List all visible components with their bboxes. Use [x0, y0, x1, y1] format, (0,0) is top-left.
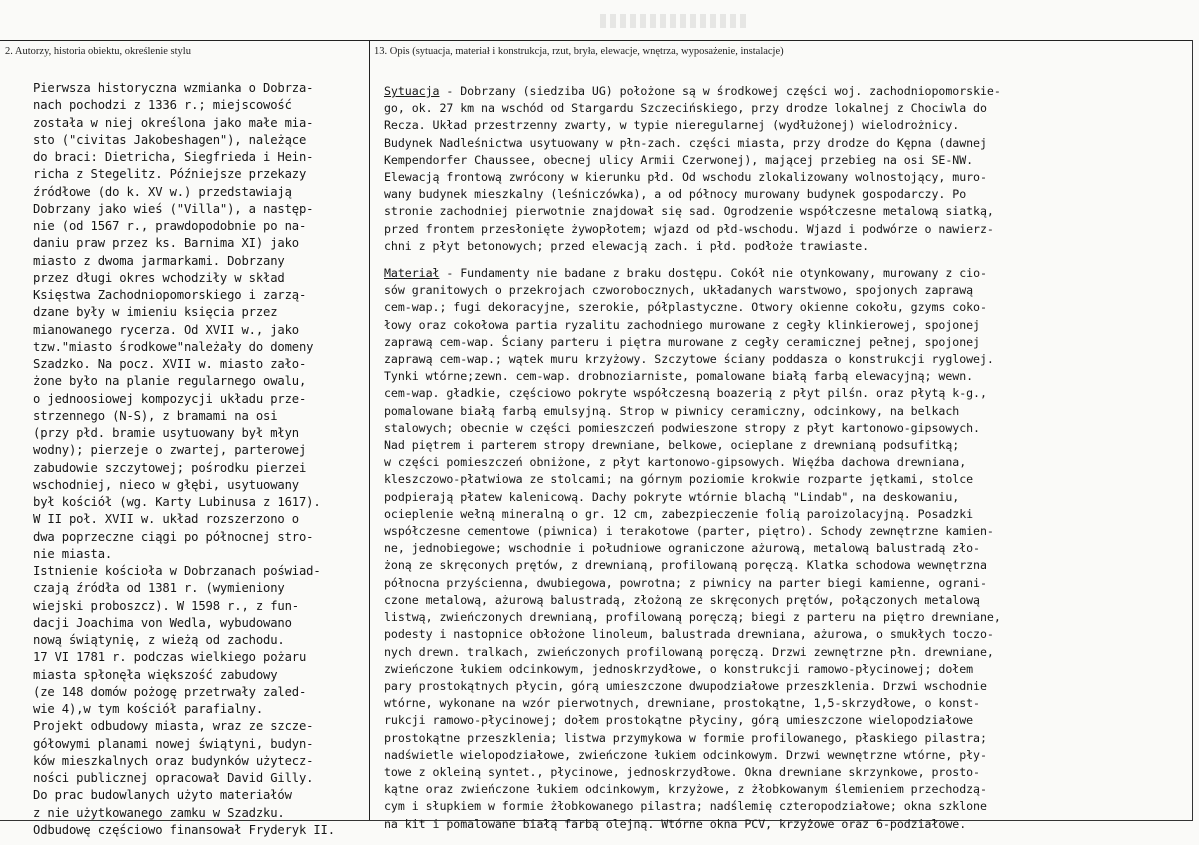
section-gap: [384, 255, 1190, 265]
history-line: ków mieszkalnych oraz budynków użytecz-: [33, 753, 314, 768]
material-line: [384, 265, 1190, 282]
material-line: nadświetle wielopodziałowe, zwieńczone łukiem odcinkowym. Drzwi wewnętrzne wtórne, pły-: [384, 747, 987, 762]
material-line: podesty i nastopnice obłożone linoleum, balustrada drewniana, ażurowa, o smukłych toczo-: [384, 627, 994, 642]
material-line: ocieplenie wełną mineralną o gr. 12 cm, zabezpieczenie folią paroizolacyjną. Posadzki: [384, 506, 974, 521]
material-line: cem-wap.; fugi dekoracyjne, szerokie, półplastyczne. Otwory okienne cokołu, gzyms coko-: [384, 300, 987, 315]
history-line: wie 4),w tym kościół parafialny.: [33, 702, 263, 716]
history-line: daniu praw przez ks. Barnima XI) jako: [33, 236, 299, 251]
material-line: pomalowane białą farbą emulsyjną. Strop w piwnicy ceramiczny, odcinkowy, na belkach: [384, 403, 960, 418]
history-line: wschodniej, nieco w głębi, usytuowany: [33, 477, 299, 492]
material-line: współczesne cementowe (piwnica) i terakotowe (parter, piętro). Schody zewnętrzne kamien-: [384, 524, 994, 539]
material-line: czone metalową, ażurową balustradą, złożoną ze skręconych prętów, połączonych metalową: [384, 592, 980, 607]
history-line: przez długi okres wchodziły w skład: [33, 270, 285, 285]
history-line: 17 VI 1781 r. podczas wielkiego pożaru: [33, 650, 307, 665]
history-line: był kościół (wg. Karty Lubinusa z 1617).: [33, 495, 321, 509]
material-line: kątne oraz zwieńczone łukiem odcinkowym, krzyżowe, z żłobkowanym ślemieniem przechodzą-: [384, 782, 987, 797]
history-line: Pierwsza historyczna wzmianka o Dobrza-: [33, 81, 314, 95]
situation-line: chni z płyt betonowych; przed elewacją zach. i płd. podłoże trawiaste.: [384, 238, 870, 253]
history-line: źródłowe (do k. XV w.) przedstawiają: [33, 184, 292, 199]
history-line: sto ("civitas Jakobeshagen"), należące: [33, 132, 307, 147]
history-line: do braci: Dietricha, Siegfrieda i Hein-: [33, 150, 314, 164]
situation-heading: Sytuacja: [384, 84, 440, 98]
history-line: żone było na planie regularnego owalu,: [33, 374, 307, 389]
material-line: Nad piętrem i parterem stropy drewniane, belkowe, ocieplane z drewnianą podsufitką;: [384, 438, 960, 453]
history-line: Szadzko. Na pocz. XVII w. miasto zało-: [33, 357, 307, 371]
material-line: zaprawą cem-wap.; wątek muru krzyżowy. Szczytowe ściany poddasza o konstrukcji ryglowej.: [384, 352, 994, 367]
history-line: ności publicznej opracował David Gilly.: [33, 771, 314, 785]
history-line: z nie użytkowanego zamku w Szadzku.: [33, 805, 285, 820]
history-line: dacji Joachima von Wedla, wybudowano: [33, 615, 292, 630]
frame-right-rule: [1192, 40, 1193, 820]
history-line: gółowymi planami nowej świątyni, budyn-: [33, 736, 314, 751]
material-line: prostokątne przeszklenia; listwa przymykowa w formie profilowanego, płaskiego pilastra;: [384, 730, 987, 745]
situation-line: stronie zachodniej pierwotnie znajdował się sad. Ogrodzenie współczesne metalową siatką,: [384, 204, 994, 219]
history-line: miasta spłonęła większość zabudowy: [33, 667, 278, 682]
material-line: podpierają płatew kalenicową. Dachy pokryte wtórnie blachą "Lindab", na deskowaniu,: [384, 489, 960, 504]
description-text-block: [384, 83, 1190, 833]
material-line: północna przyścienna, dwubiegowa, powrotna; z piwnicy na parter biegi kamienne, ograni-: [384, 575, 987, 590]
material-line: wtórne, wykonane na wzór pierwotnych, drewniane, prostokątne, 1,5-skrzydłowe, o konst-: [384, 696, 980, 711]
history-line: wiejski proboszcz). W 1598 r., z fun-: [33, 598, 299, 613]
material-line: sów granitowych o przekrojach czworobocznych, układanych warstwowo, spojonych zaprawą: [384, 283, 974, 298]
left-column-header: 2. Autorzy, historia obiektu, określenie stylu: [5, 46, 191, 57]
history-line: Do prac budowlanych użyto materiałów: [33, 788, 292, 803]
situation-line: [384, 83, 1190, 100]
material-line: nych drewn. tralkach, zwieńczonych profilowaną poręczą. Drzwi zewnętrzne płn. drewniane,: [384, 644, 994, 659]
material-line: ne, jednobiegowe; wschodnie i południowe ograniczone ażurową, metalową balustradą zło-: [384, 541, 980, 556]
history-line: Istnienie kościoła w Dobrzanach poświad-: [33, 564, 321, 578]
material-line: żoną ze skręconych prętów, z drewnianą, profilowaną poręczą. Klatka schodowa wewnętrzna: [384, 558, 987, 573]
history-line: Dobrzany jako wieś ("Villa"), a następ-: [33, 201, 314, 216]
history-line: (ze 148 domów pożogę przetrwały zaled-: [33, 684, 307, 699]
material-line: Tynki wtórne;zewn. cem-wap. drobnoziarniste, pomalowane białą farbą elewacyjną; wewn.: [384, 369, 974, 384]
material-line: stalowych; obecnie w części pomieszczeń podwieszone stropy z płyt kartonowo-gipsowych.: [384, 420, 980, 435]
history-line: nach pochodzi z 1336 r.; miejscowość: [33, 98, 292, 113]
material-line: zaprawą cem-wap. Ściany parteru i piętra murowane z cegły ceramicznej pełnej, spojonej: [384, 334, 980, 349]
history-line: została w niej określona jako małe mia-: [33, 115, 314, 130]
material-line: kleszczowo-płatwiowa ze stolcami; na górnym poziomie krokwie rozparte jętkami, stolce: [384, 472, 974, 487]
history-line: nową świątynię, z wieżą od zachodu.: [33, 633, 285, 647]
material-line: łowy oraz cokołowa partia ryzalitu zachodniego murowane z cegły klinkierowej, spojonej: [384, 317, 980, 332]
situation-line: Recza. Układ przestrzenny zwarty, w typie nieregularnej (wydłużonej) wielodrożnicy.: [384, 118, 960, 133]
material-line: cem-wap. gładkie, częściowo pokryte współczesną boazerią z płyt pilśn. oraz płytą k-g.,: [384, 386, 987, 401]
history-line: o jednoosiowej kompozycji układu prze-: [33, 391, 307, 406]
material-line: na kit i pomalowane białą farbą olejną. Wtórne okna PCV, krzyżowe oraz 6-podziałowe.: [384, 816, 967, 831]
history-text-block: [33, 80, 365, 839]
history-line: tzw."miasto środkowe"należały do domeny: [33, 339, 314, 354]
history-line: dwa poprzeczne ciągi po północnej stro-: [33, 529, 314, 544]
right-column-header: 13. Opis (sytuacja, materiał i konstrukcja, rzut, bryła, elewacje, wnętrza, wyposażenie, instalacje): [374, 46, 784, 57]
material-line: zwieńczone łukiem odcinkowym, jednoskrzydłowe, o konstrukcji ramowo-płycinowej; dołem: [384, 661, 974, 676]
history-line: miasto z dwoma jarmarkami. Dobrzany: [33, 253, 285, 268]
history-line: nie miasta.: [33, 546, 113, 561]
history-line: strzennego (N-S), z bramami na osi: [33, 408, 278, 423]
material-line: w części pomieszczeń obniżone, z płyt kartonowo-gipsowych. Więźba dachowa drewniana,: [384, 455, 967, 470]
situation-line: Elewacją frontową zwrócony w kierunku płd. Od wschodu zlokalizowany wolnostojący, muro-: [384, 170, 987, 185]
situation-line: go, ok. 27 km na wschód od Stargardu Szczecińskiego, przy drodze lokalnej z Chociwla do: [384, 101, 987, 116]
material-line: rukcji ramowo-płycinowej; dołem prostokątne płyciny, górą umieszczone wielopodziałowe: [384, 713, 974, 728]
material-line: towe z okleiną syntet., płycinowe, jednoskrzydłowe. Okna drewniane skrzynkowe, prosto-: [384, 764, 980, 779]
history-line: (przy płd. bramie usytuowany był młyn: [33, 426, 299, 440]
situation-line: przed frontem przesłonięte żywopłotem; wjazd od płd-wschodu. Wjazd i podwórze o nawierz-: [384, 221, 994, 236]
situation-line: Kempendorfer Chaussee, obecnej ulicy Armii Czerwonej), mającej przebieg na osi SE-NW.: [384, 152, 974, 167]
history-line: dzane były w imieniu księcia przez: [33, 305, 278, 320]
faint-stamp-mark: [600, 14, 750, 28]
material-line: cym i słupkiem w formie żłobkowanego pilastra; nadślemię czteropodziałowe; okna szklone: [384, 799, 987, 814]
history-line: Księstwa Zachodniopomorskiego i zarzą-: [33, 288, 307, 302]
history-line: W II poł. XVII w. układ rozszerzono o: [33, 512, 299, 527]
material-line: listwą, zwieńczonych drewnianą, profilowaną poręczą; biegi z parteru na piętro drewniane,: [384, 610, 1001, 625]
material-line-text: - Fundamenty nie badane z braku dostępu. Cokół nie otynkowany, murowany z cio-: [439, 266, 987, 281]
history-line: czają źródła od 1381 r. (wymieniony: [33, 581, 285, 596]
history-line: nie (od 1567 r., prawdopodobnie po na-: [33, 219, 307, 233]
history-line: Odbudowę częściowo finansował Fryderyk II.: [33, 822, 335, 837]
history-line: richa z Stegelitz. Późniejsze przekazy: [33, 167, 307, 182]
situation-line: Budynek Nadleśnictwa usytuowany w płn-zach. części miasta, przy drodze do Kępna (dawnej: [384, 135, 987, 150]
situation-line-text: - Dobrzany (siedziba UG) położone są w środkowej części woj. zachodniopomorskie-: [439, 84, 1001, 98]
history-line: mianowanego rycerza. Od XVII w., jako: [33, 322, 299, 337]
material-heading: Materiał: [384, 266, 440, 281]
history-line: wodny); pierzeje o zwartej, parterowej: [33, 443, 307, 458]
column-divider: [369, 40, 370, 820]
history-line: Projekt odbudowy miasta, wraz ze szcze-: [33, 719, 314, 734]
material-line: pary prostokątnych płycin, górą umieszczone dwupodziałowe przeszklenia. Drzwi wschodnie: [384, 678, 987, 693]
frame-top-rule: [0, 40, 1193, 41]
history-line: zabudowie szczytowej; pośrodku pierzei: [33, 460, 307, 475]
situation-line: wany budynek mieszkalny (leśniczówka), a od północy murowany budynek gospodarczy. Po: [384, 187, 967, 202]
